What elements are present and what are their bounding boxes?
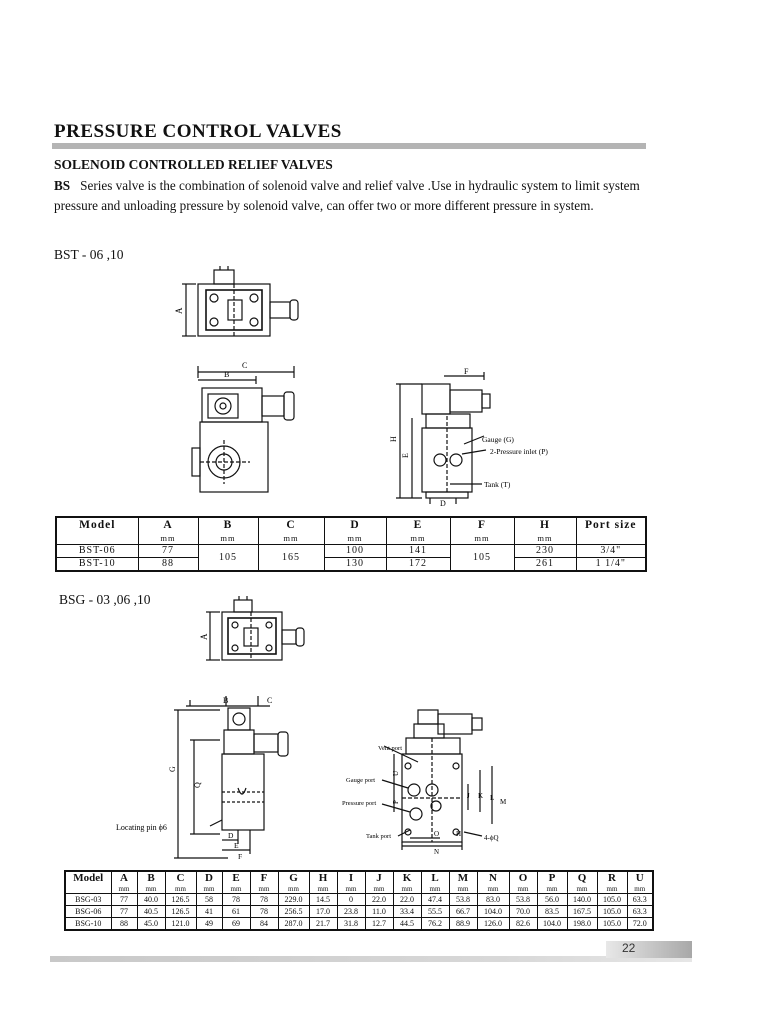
page-number-tab (606, 941, 692, 958)
table-cell: 140.0 (567, 894, 597, 906)
header-cell: Q (567, 871, 597, 885)
header-cell: G (278, 871, 309, 885)
header-cell: F (450, 517, 514, 532)
unit-cell: mm (537, 885, 567, 894)
unit-cell: mm (567, 885, 597, 894)
unit-cell (65, 885, 111, 894)
header-cell: D (196, 871, 222, 885)
bsg-front-view-drawing (110, 692, 300, 862)
table-cell: 78 (222, 894, 250, 906)
bst-top-view-drawing (170, 264, 310, 346)
table-cell: 14.5 (309, 894, 337, 906)
bsg-label-pressure: Pressure port (342, 800, 377, 807)
table-cell: 63.3 (627, 906, 653, 918)
table-cell: 23.8 (337, 906, 365, 918)
table-cell: 104.0 (477, 906, 509, 918)
table-cell: 198.0 (567, 918, 597, 931)
table-cell: 88 (138, 558, 198, 572)
bsg-dim-q: Q (193, 782, 202, 788)
unit-cell: mm (138, 532, 198, 545)
unit-cell: mm (278, 885, 309, 894)
header-cell: B (198, 517, 258, 532)
header-cell: L (421, 871, 449, 885)
unit-cell (576, 532, 646, 545)
page-subtitle: SOLENOID CONTROLLED RELIEF VALVES (54, 157, 333, 172)
unit-cell: mm (421, 885, 449, 894)
table-cell: 44.5 (393, 918, 421, 931)
table-cell: 104.0 (537, 918, 567, 931)
table-cell: 105 (450, 545, 514, 572)
table-cell: 105.0 (597, 918, 627, 931)
bst-dim-c: C (242, 361, 248, 370)
table-cell: BSG-03 (65, 894, 111, 906)
table-cell: 11.0 (365, 906, 393, 918)
bsg-label-locating-pin: Locating pin ϕ6 (116, 823, 167, 832)
table-cell: 1 1/4" (576, 558, 646, 572)
table-cell: 105 (198, 545, 258, 572)
table-cell: 77 (111, 906, 137, 918)
unit-cell: mm (137, 885, 165, 894)
table-cell: BSG-06 (65, 906, 111, 918)
header-cell: H (309, 871, 337, 885)
table-header-row (56, 517, 646, 532)
table-cell: 17.0 (309, 906, 337, 918)
table-cell: 229.0 (278, 894, 309, 906)
table-cell: 49 (196, 918, 222, 931)
bsg-dim-holes: 4-ϕQ (484, 834, 499, 842)
section1-title: BST - 06 ,10 (54, 247, 124, 262)
table-cell: 84 (250, 918, 278, 931)
intro-lead: BS (54, 178, 71, 193)
intro-text: Series valve is the combination of solenoid valve and relief valve .Use in hydraulic system to limit system pressure and unloading pressure by solenoid valve, can offer two or more different pressure in system. (54, 178, 640, 213)
bsg-dim-b: B (223, 696, 229, 705)
bst-dim-e: E (401, 453, 410, 458)
header-cell: R (597, 871, 627, 885)
unit-cell: mm (196, 885, 222, 894)
table-cell: 100 (324, 545, 386, 558)
table-cell: 78 (250, 894, 278, 906)
bsg-label-vent: Vent port (378, 745, 403, 752)
unit-cell: mm (324, 532, 386, 545)
bst-dim-d: D (440, 499, 446, 508)
table-cell: 78 (250, 906, 278, 918)
bsg-dim-a: A (199, 633, 209, 640)
table-cell: 40.0 (137, 894, 165, 906)
table-cell: 22.0 (393, 894, 421, 906)
bst-label-tank: Tank (T) (484, 480, 511, 489)
table-cell: 0 (337, 894, 365, 906)
table-cell: 126.5 (165, 906, 196, 918)
bsg-dim-h: H (456, 830, 462, 838)
header-cell: H (514, 517, 576, 532)
bsg-dim-p: P (392, 800, 400, 804)
bst-label-gauge: Gauge (G) (482, 435, 514, 444)
table-cell: 76.2 (421, 918, 449, 931)
bsg-dim-k: K (478, 792, 484, 800)
page-title: PRESSURE CONTROL VALVES (54, 121, 342, 142)
table-cell: 88 (111, 918, 137, 931)
bsg-dim-d: D (228, 831, 234, 840)
bst-dim-f: F (464, 367, 469, 376)
table-cell: 12.7 (365, 918, 393, 931)
header-cell: C (258, 517, 324, 532)
table-cell: 58 (196, 894, 222, 906)
bst-dim-b: B (224, 370, 230, 379)
header-cell: M (449, 871, 477, 885)
table-cell: 45.0 (137, 918, 165, 931)
section2-title: BSG - 03 ,06 ,10 (59, 592, 151, 607)
table-cell: 130 (324, 558, 386, 572)
table-row (56, 558, 646, 572)
table-cell: 56.0 (537, 894, 567, 906)
table-cell: 61 (222, 906, 250, 918)
bsg-port-face-drawing (340, 700, 520, 856)
bsg-top-view-drawing (196, 596, 312, 668)
unit-cell: mm (250, 885, 278, 894)
table-cell: 63.3 (627, 894, 653, 906)
table-cell: 141 (386, 545, 450, 558)
header-cell: F (250, 871, 278, 885)
table-cell: 40.5 (137, 906, 165, 918)
unit-cell: mm (393, 885, 421, 894)
table-cell: 230 (514, 545, 576, 558)
bsg-dim-m: M (500, 798, 507, 806)
table-cell: 22.0 (365, 894, 393, 906)
page-number: 22 (622, 941, 636, 955)
unit-cell: mm (365, 885, 393, 894)
bsg-dim-e: E (234, 841, 239, 850)
table-cell: BSG-10 (65, 918, 111, 931)
table-row (56, 545, 646, 558)
header-cell: Model (56, 517, 138, 532)
table-cell: 172 (386, 558, 450, 572)
header-cell: J (365, 871, 393, 885)
table-cell: 82.6 (509, 918, 537, 931)
table-cell: 72.0 (627, 918, 653, 931)
bst-dim-h: H (389, 436, 398, 442)
header-cell: O (509, 871, 537, 885)
bst-front-view-drawing (190, 358, 310, 498)
table-header-row (65, 871, 653, 885)
table-cell: 55.5 (421, 906, 449, 918)
bst-label-inlet: 2-Pressure inlet (P) (490, 447, 548, 456)
table-cell: 33.4 (393, 906, 421, 918)
bst-dim-a: A (174, 307, 184, 314)
table-cell: 3/4" (576, 545, 646, 558)
bsg-dim-c: C (267, 696, 273, 705)
bsg-spec-table (64, 870, 654, 931)
header-cell: N (477, 871, 509, 885)
intro-paragraph (54, 176, 644, 216)
header-cell: B (137, 871, 165, 885)
unit-cell: mm (509, 885, 537, 894)
unit-cell: mm (111, 885, 137, 894)
table-cell: 77 (138, 545, 198, 558)
table-cell: 105.0 (597, 906, 627, 918)
table-cell: 165 (258, 545, 324, 572)
bsg-dim-o: O (434, 830, 440, 838)
unit-cell: mm (514, 532, 576, 545)
bsg-dim-l: L (490, 794, 495, 802)
unit-cell: mm (450, 532, 514, 545)
table-cell: 121.0 (165, 918, 196, 931)
table-row (65, 894, 653, 906)
table-cell: 105.0 (597, 894, 627, 906)
table-cell: 53.8 (449, 894, 477, 906)
bsg-dim-f: F (238, 852, 243, 861)
bst-spec-table (55, 516, 647, 572)
table-cell: 287.0 (278, 918, 309, 931)
unit-cell: mm (386, 532, 450, 545)
table-units-row (65, 885, 653, 894)
table-cell: 53.8 (509, 894, 537, 906)
bsg-dim-n: N (434, 848, 440, 856)
unit-cell: mm (597, 885, 627, 894)
title-rule (52, 143, 646, 149)
table-cell: 126.5 (165, 894, 196, 906)
unit-cell: mm (309, 885, 337, 894)
unit-cell (56, 532, 138, 545)
table-units-row (56, 532, 646, 545)
table-row (65, 918, 653, 931)
table-cell: 88.9 (449, 918, 477, 931)
unit-cell: mm (477, 885, 509, 894)
table-row (65, 906, 653, 918)
table-cell: BST-10 (56, 558, 138, 572)
table-cell: 41 (196, 906, 222, 918)
table-cell: 70.0 (509, 906, 537, 918)
header-cell: D (324, 517, 386, 532)
bsg-dim-u: U (392, 770, 400, 776)
header-cell: A (138, 517, 198, 532)
table-cell: BST-06 (56, 545, 138, 558)
bsg-dim-j: J (467, 792, 470, 800)
unit-cell: mm (258, 532, 324, 545)
header-cell: K (393, 871, 421, 885)
header-cell: E (386, 517, 450, 532)
table-cell: 83.0 (477, 894, 509, 906)
table-cell: 167.5 (567, 906, 597, 918)
table-cell: 83.5 (537, 906, 567, 918)
header-cell: U (627, 871, 653, 885)
unit-cell: mm (222, 885, 250, 894)
table-cell: 256.5 (278, 906, 309, 918)
table-cell: 77 (111, 894, 137, 906)
table-cell: 47.4 (421, 894, 449, 906)
table-cell: 31.8 (337, 918, 365, 931)
header-cell: C (165, 871, 196, 885)
unit-cell: mm (449, 885, 477, 894)
footer-rule (50, 956, 692, 962)
table-cell: 21.7 (309, 918, 337, 931)
unit-cell: mm (337, 885, 365, 894)
unit-cell: mm (627, 885, 653, 894)
header-cell: Model (65, 871, 111, 885)
bsg-table-body (65, 871, 653, 930)
table-cell: 126.0 (477, 918, 509, 931)
table-cell: 69 (222, 918, 250, 931)
unit-cell: mm (165, 885, 196, 894)
header-cell: Port size (576, 517, 646, 532)
bsg-label-tank: Tank port (366, 833, 391, 840)
header-cell: A (111, 871, 137, 885)
table-cell: 66.7 (449, 906, 477, 918)
header-cell: E (222, 871, 250, 885)
bsg-label-gauge: Gauge port (346, 777, 376, 784)
bsg-dim-g: G (168, 766, 177, 772)
table-cell: 261 (514, 558, 576, 572)
header-cell: P (537, 871, 567, 885)
bst-side-view-drawing (386, 366, 576, 508)
unit-cell: mm (198, 532, 258, 545)
header-cell: I (337, 871, 365, 885)
